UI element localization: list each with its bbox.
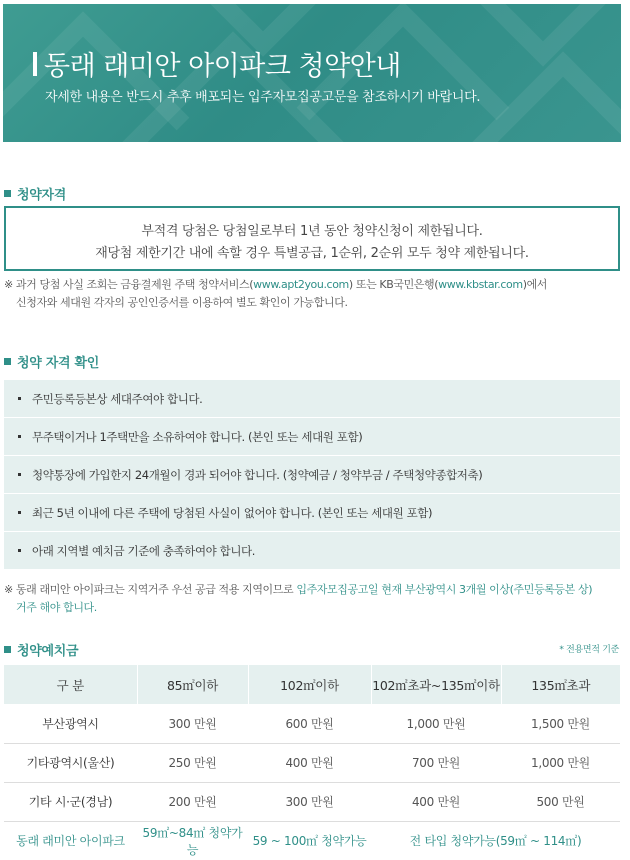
list-item [4,455,620,493]
table-row [4,743,620,782]
table-header-cell: 85㎡이하 [137,665,248,704]
section-heading-qualification [4,184,66,203]
list-item [4,531,620,569]
table-cell: 동래 래미안 아이파크 [16,834,125,849]
table-row [4,782,620,821]
table-header-cell: 102㎡초과~135㎡이하 [371,665,501,704]
title-bar [33,52,37,76]
notice-line-1: 부적격 당첨은 당첨일로부터 1년 동안 청약신청이 제한됩니다. [141,224,483,239]
list-item-text: 주민등록등본상 세대주여야 합니다. [32,391,203,406]
page-title-text: 동래 래미안 아이파크 청약안내 [44,51,401,82]
page-title [33,44,401,83]
table-cell: 400 만원 [248,743,371,782]
bullet-icon [18,511,21,514]
bullet-icon [18,473,21,476]
section-heading-text: 청약예치금 [17,644,79,659]
section-heading-check [4,352,99,371]
table-cell: 700 만원 [371,743,501,782]
note-line-2: 거주 해야 합니다. [16,601,97,614]
table-header-cell: 구 분 [4,665,137,704]
table-cell: 1,500 만원 [501,704,620,743]
note-text: ※ 동래 래미안 아이파크는 지역거주 우선 공급 적용 지역이므로 [4,583,297,596]
apt2you-link[interactable]: www.apt2you.com [253,278,349,291]
list-item-text: 최근 5년 이내에 다른 주택에 당첨된 사실이 없어야 합니다. (본인 또는 세대원 포함) [32,505,433,520]
list-item [4,379,620,417]
unit-note: * 전용면적 기준 [559,645,619,655]
eligibility-list [4,379,620,569]
table-cell: 기타 시·군(경남) [4,782,137,821]
qualification-note [4,276,547,312]
table-cell: 500 만원 [501,782,620,821]
table-header-cell: 102㎡이하 [248,665,371,704]
section-heading-deposit [4,640,78,659]
square-bullet-icon [4,190,11,197]
bullet-icon [18,397,21,400]
table-cell: 59 ~ 100㎡ 청약가능 [252,834,367,849]
note-highlight: 입주자모집공고일 현재 부산광역시 3개월 이상(주민등록등본 상) [296,583,593,596]
table-cell: 부산광역시 [4,704,137,743]
list-item-text: 무주택이거나 1주택만을 소유하여야 합니다. (본인 또는 세대원 포함) [32,429,363,444]
section-heading-text: 청약자격 [17,188,67,203]
list-item-text: 청약통장에 가입한지 24개월이 경과 되어야 합니다. (청약예금 / 청약부금 / 주택청약종합저축) [32,467,483,482]
list-item-text: 아래 지역별 예치금 기준에 충족하여야 합니다. [32,543,256,558]
deposit-table [4,665,620,860]
notice-line-2: 재당첨 제한기간 내에 속할 경우 특별공급, 1순위, 2순위 모두 청약 제한됩니다. [95,246,529,261]
table-cell: 300 만원 [248,782,371,821]
page-subtitle: 자세한 내용은 반드시 추후 배포되는 입주자모집공고문을 참조하시기 바랍니다. [45,90,481,105]
table-header-row [4,665,620,704]
note-text: ) 또는 KB국민은행( [348,278,439,291]
table-cell: 기타광역시(울산) [4,743,137,782]
table-cell: 1,000 만원 [501,743,620,782]
table-row-project [4,821,620,860]
check-note [4,581,592,617]
table-cell: 250 만원 [137,743,248,782]
table-cell: 전 타입 청약가능(59㎡ ~ 114㎡) [409,834,582,849]
list-item [4,417,620,455]
qualification-notice-box [4,206,620,271]
table-cell: 400 만원 [371,782,501,821]
table-cell: 300 만원 [137,704,248,743]
hero-banner [3,4,621,142]
list-item [4,493,620,531]
table-row [4,704,620,743]
square-bullet-icon [4,358,11,365]
bullet-icon [18,549,21,552]
kbstar-link[interactable]: www.kbstar.com [438,278,523,291]
table-header-cell: 135㎡초과 [501,665,620,704]
note-text: ※ 과거 당첨 사실 조회는 금융결제원 주택 청약서비스( [4,278,254,291]
section-heading-text: 청약 자격 확인 [17,356,99,371]
note-line-2: 신청자와 세대원 각자의 공인인증서를 이용하여 별도 확인이 가능합니다. [16,296,348,309]
table-cell: 1,000 만원 [371,704,501,743]
square-bullet-icon [4,646,11,653]
bullet-icon [18,435,21,438]
table-cell: 600 만원 [248,704,371,743]
table-cell: 59㎡~84㎡ 청약가능 [142,825,243,857]
table-cell: 200 만원 [137,782,248,821]
note-text: )에서 [522,278,548,291]
